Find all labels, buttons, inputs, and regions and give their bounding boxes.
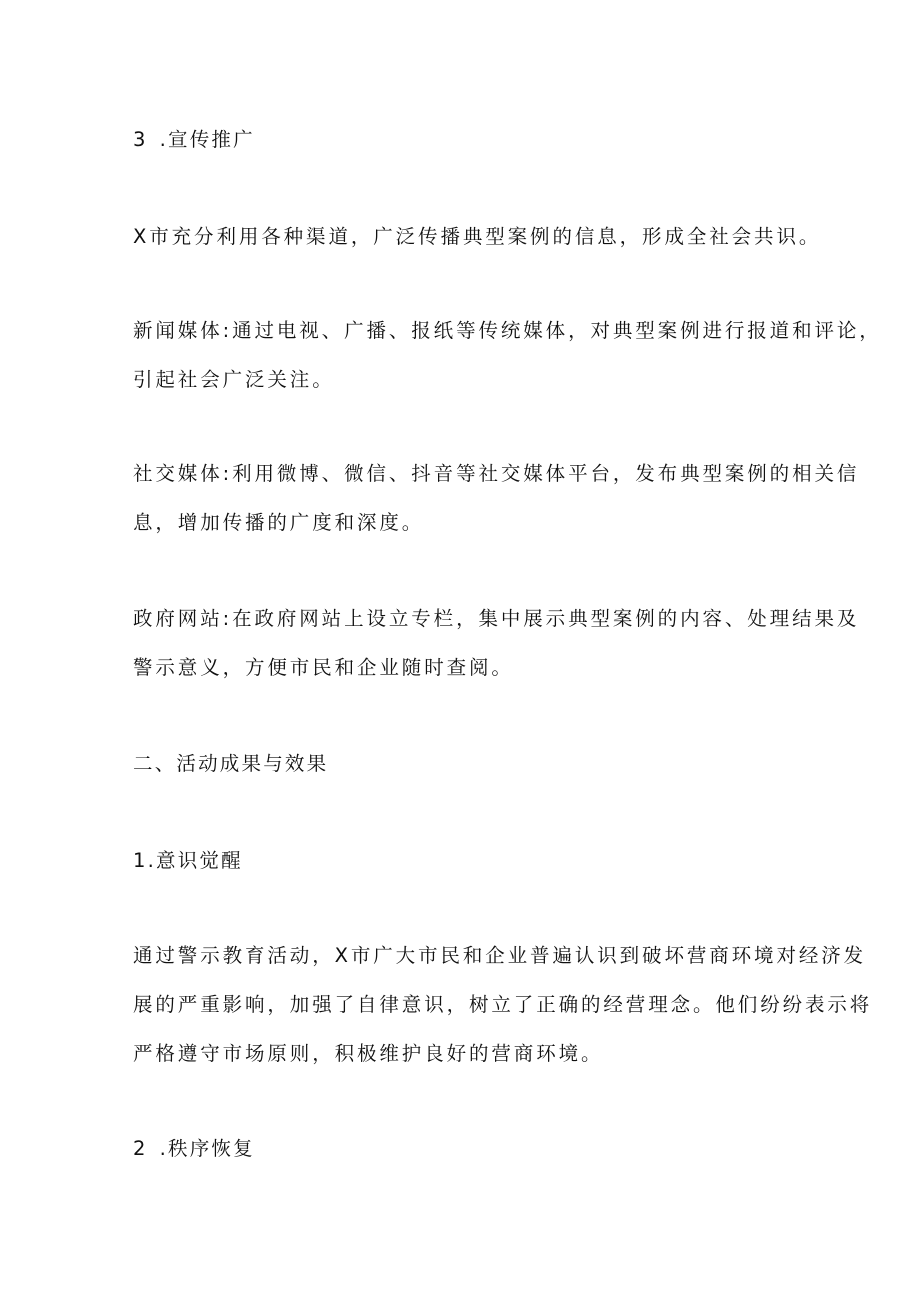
order-title: .秩序恢复: [159, 1137, 255, 1160]
order-heading: [133, 1134, 803, 1164]
social-media-line-2: 息，增加传播的广度和深度。: [133, 511, 425, 534]
section-3-number: 3: [133, 128, 148, 151]
section-3-title: .宣传推广: [159, 128, 255, 151]
government-website-line-1: 政府网站:在政府网站上设立专栏，集中展示典型案例的内容、处理结果及: [133, 607, 860, 630]
social-media-line-1: 社交媒体:利用微博、微信、抖音等社交媒体平台，发布典型案例的相关信: [133, 462, 860, 485]
awareness-heading: 1.意识觉醒: [133, 849, 243, 872]
section-3-heading: [133, 125, 803, 155]
awareness-paragraph-line-2: 展的严重影响，加强了自律意识，树立了正确的经营理念。他们纷纷表示将: [133, 993, 873, 1016]
government-website-line-2: 警示意义，方便市民和企业随时查阅。: [133, 656, 514, 679]
awareness-paragraph-line-1: 通过警示教育活动，X市广大市民和企业普遍认识到破坏营商环境对经济发: [133, 944, 867, 967]
intro-paragraph: X市充分利用各种渠道，广泛传播典型案例的信息，形成全社会共识。: [133, 225, 822, 248]
news-media-line-2: 引起社会广泛关注。: [133, 368, 335, 391]
part-2-heading: 二、活动成果与效果: [133, 752, 329, 775]
news-media-line-1: 新闻媒体:通过电视、广播、报纸等传统媒体，对典型案例进行报道和评论，: [133, 319, 882, 342]
awareness-paragraph-line-3: 严格遵守市场原则，积极维护良好的营商环境。: [133, 1042, 604, 1065]
order-number: 2: [133, 1137, 148, 1160]
